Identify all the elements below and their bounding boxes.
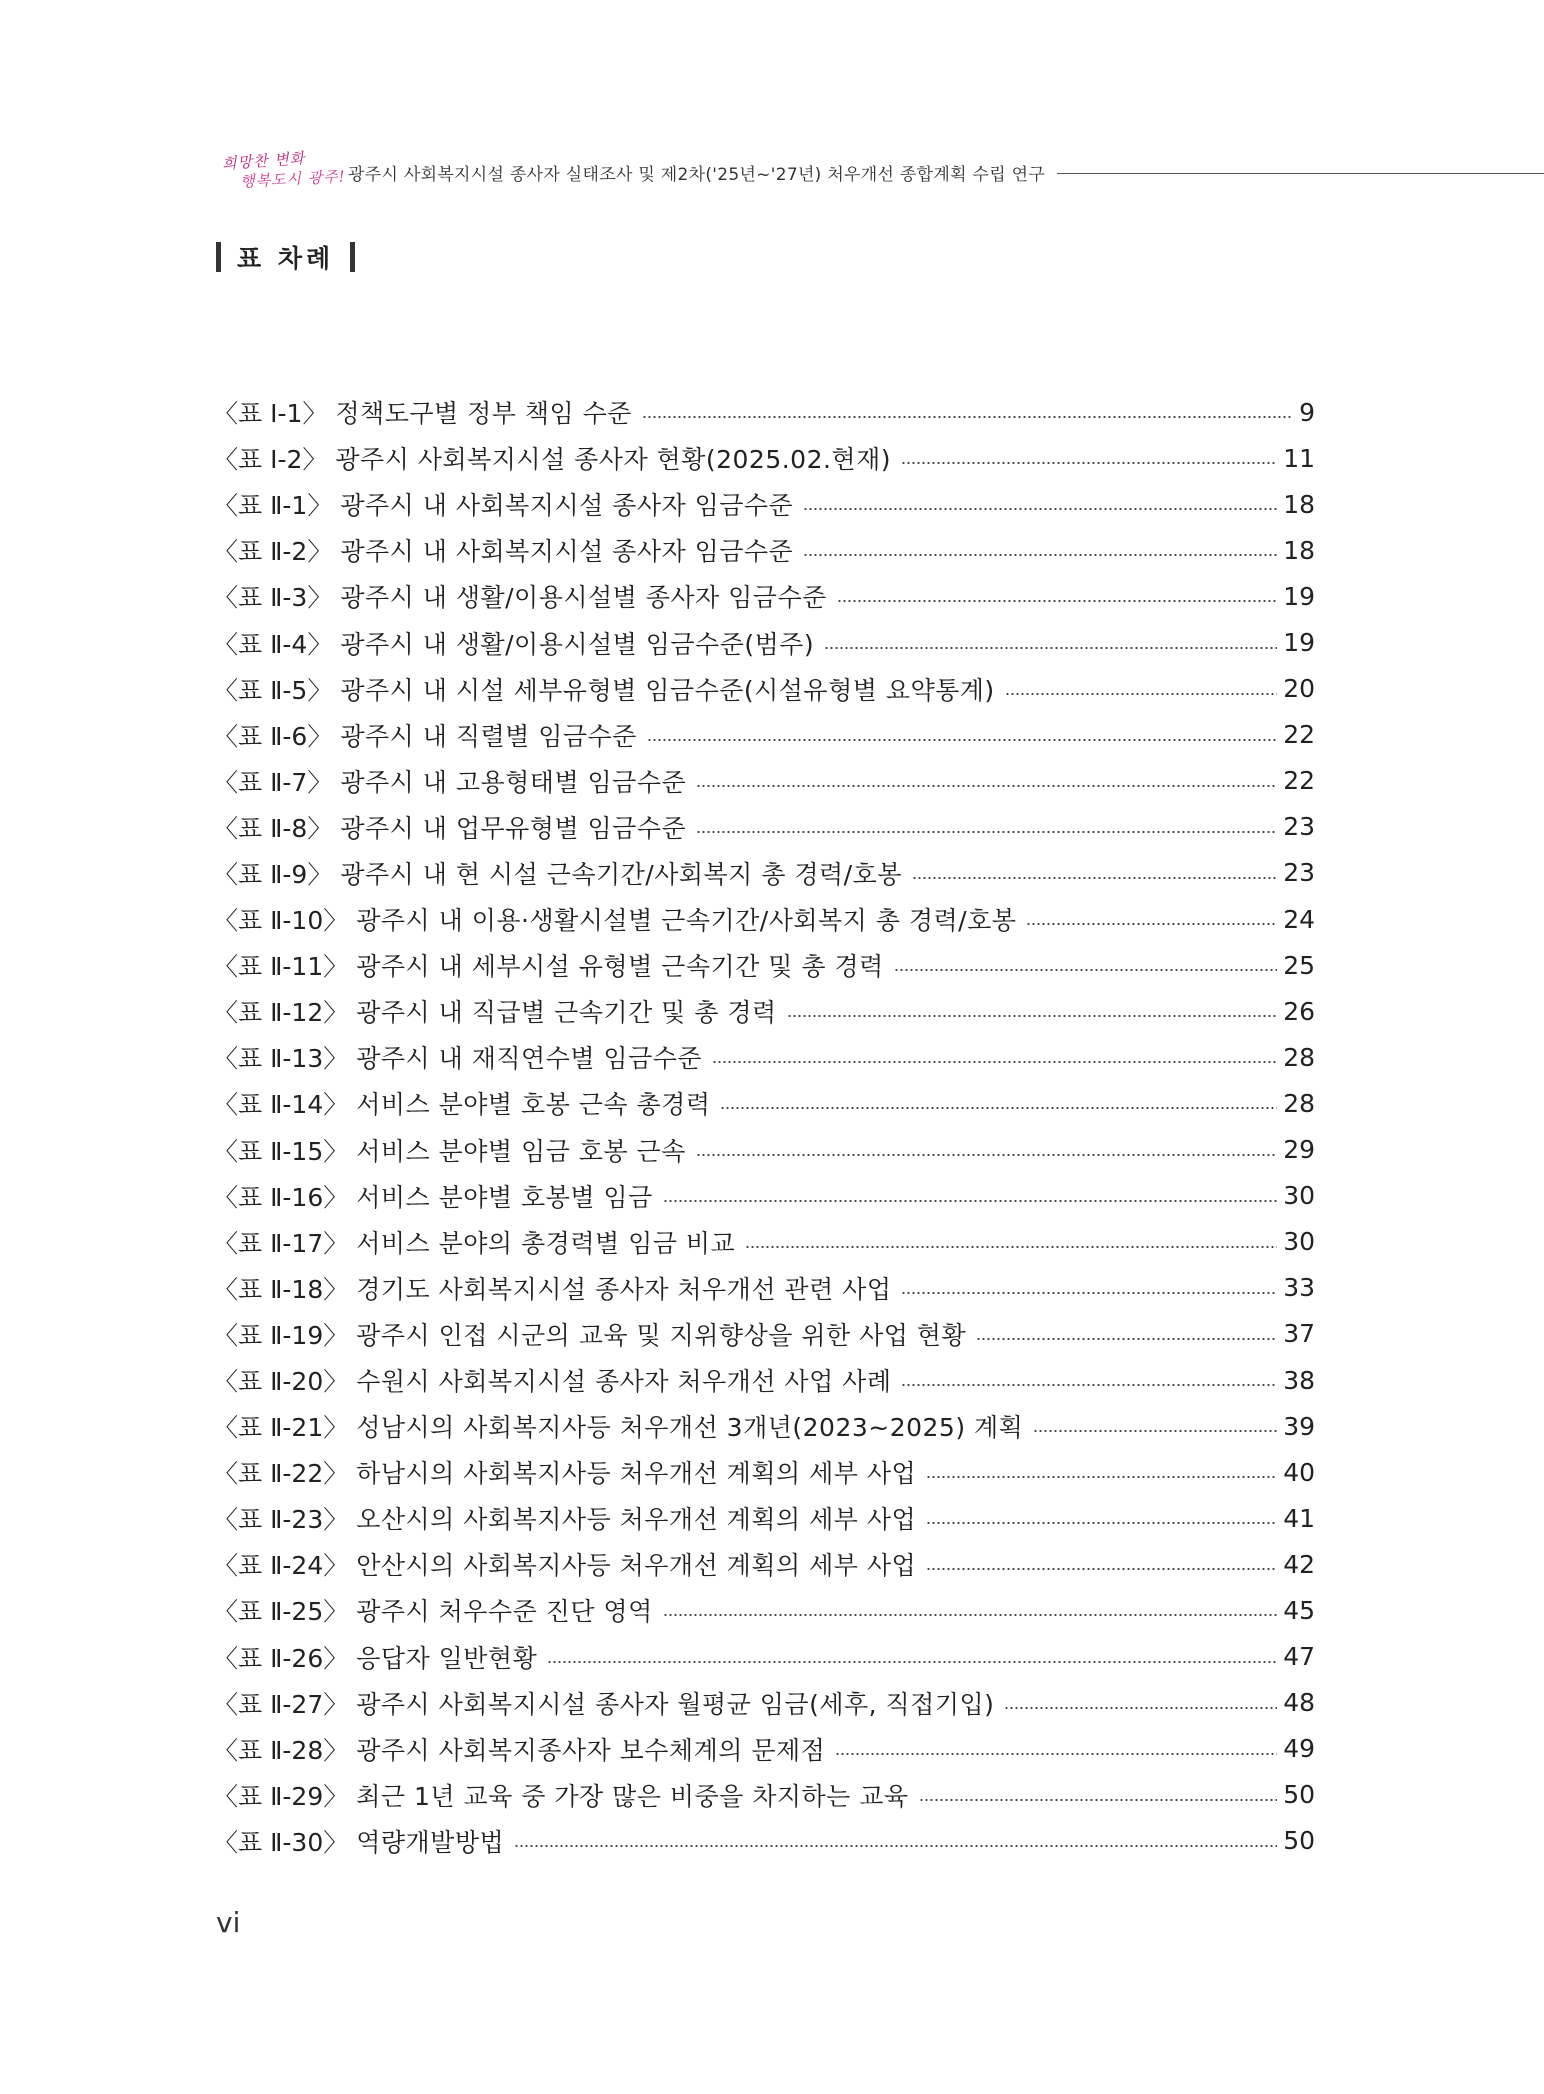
toc-entry-label: 〈표 Ⅱ-13〉 [213,1044,349,1074]
toc-entry[interactable] [213,389,1315,435]
toc-entry-title: 서비스 분야별 임금 호봉 근속 [356,1136,686,1166]
toc-entry[interactable] [213,1634,1315,1680]
toc-entry-title: 서비스 분야의 총경력별 임금 비교 [356,1228,736,1258]
toc-entry-label: 〈표 Ⅱ-16〉 [213,1182,349,1212]
dot-leader [712,1061,1277,1063]
toc-entry-label: 〈표 Ⅱ-5〉 [213,675,333,705]
toc-entry-page: 38 [1283,1365,1315,1395]
toc-entry-title: 성남시의 사회복지사등 처우개선 3개년(2023~2025) 계획 [356,1413,1024,1443]
toc-entry[interactable] [213,1265,1315,1311]
toc-entry-title: 광주시 내 업무유형별 임금수준 [340,813,687,843]
toc-entry[interactable] [213,1449,1315,1495]
dot-leader [720,1107,1277,1109]
toc-entry[interactable] [213,1311,1315,1357]
toc-entry[interactable] [213,1219,1315,1265]
toc-entry-page: 18 [1283,489,1315,519]
toc-entry[interactable] [213,1127,1315,1173]
dot-leader [696,831,1277,833]
toc-entry[interactable] [213,573,1315,619]
dot-leader [1033,1430,1277,1432]
toc-entry-title: 역량개발방법 [356,1827,505,1857]
toc-entry-label: 〈표 Ⅱ-8〉 [213,813,333,843]
toc-entry-page: 30 [1283,1181,1315,1211]
toc-entry-title: 서비스 분야별 호봉별 임금 [356,1182,653,1212]
dot-leader [1005,693,1278,695]
toc-entry-page: 22 [1283,720,1315,750]
toc-entry[interactable] [213,850,1315,896]
toc-entry-title: 광주시 내 시설 세부유형별 임금수준(시설유형별 요약통계) [340,675,995,705]
toc-entry-page: 9 [1299,397,1315,427]
dot-leader [837,600,1277,602]
toc-entry-label: 〈표 Ⅱ-12〉 [213,998,349,1028]
toc-entry-page: 22 [1283,766,1315,796]
toc-entry-title: 광주시 내 직렬별 임금수준 [340,721,637,751]
toc-entry[interactable] [213,804,1315,850]
toc-entry-page: 28 [1283,1088,1315,1118]
slogan-line1: 희망찬 변화 [221,149,306,173]
toc-entry-title: 광주시 내 사회복지시설 종사자 임금수준 [340,491,794,521]
dot-leader [647,739,1277,741]
section-title: 표 차례 [237,244,335,273]
toc-entry-label: 〈표 Ⅱ-1〉 [213,491,333,521]
toc-entry[interactable] [213,1495,1315,1541]
dot-leader [547,1661,1277,1663]
dot-leader [901,462,1277,464]
dot-leader [824,647,1277,649]
toc-entry[interactable] [213,1034,1315,1080]
toc-entry-title: 서비스 분야별 호봉 근속 총경력 [356,1090,711,1120]
toc-entry-page: 29 [1283,1135,1315,1165]
toc-entry[interactable] [213,619,1315,665]
dot-leader [1026,923,1277,925]
toc-entry[interactable] [213,1173,1315,1219]
heading-bar-left [216,242,221,272]
toc-entry-title: 광주시 내 고용형태별 임금수준 [340,767,687,797]
toc-entry[interactable] [213,1680,1315,1726]
toc-entry-page: 25 [1283,950,1315,980]
toc-entry-page: 40 [1283,1457,1315,1487]
toc-entry-title: 광주시 사회복지시설 종사자 현황(2025.02.현재) [335,445,891,475]
toc-entry[interactable] [213,1587,1315,1633]
toc-entry[interactable] [213,1772,1315,1818]
toc-entry-label: 〈표 Ⅱ-7〉 [213,767,333,797]
section-heading [216,240,355,274]
toc-entry-page: 30 [1283,1227,1315,1257]
toc-entry-title: 광주시 내 이용·생활시설별 근속기간/사회복지 총 경력/호봉 [356,906,1017,936]
toc-entry[interactable] [213,1080,1315,1126]
toc-entry-label: 〈표 Ⅱ-19〉 [213,1320,349,1350]
toc-entry-label: 〈표 Ⅱ-11〉 [213,952,349,982]
toc-entry-label: 〈표 Ⅱ-26〉 [213,1643,349,1673]
toc-entry-title: 광주시 내 세부시설 유형별 근속기간 및 총 경력 [356,952,884,982]
toc-entry-label: 〈표 Ⅰ-1〉 [213,399,328,429]
dot-leader [514,1845,1277,1847]
toc-entry-page: 50 [1283,1826,1315,1856]
toc-entry-label: 〈표 Ⅱ-24〉 [213,1551,349,1581]
table-of-tables [213,389,1315,1864]
toc-entry[interactable] [213,527,1315,573]
toc-entry-label: 〈표 Ⅱ-23〉 [213,1505,349,1535]
toc-entry-label: 〈표 Ⅱ-4〉 [213,629,333,659]
toc-entry[interactable] [213,1726,1315,1772]
dot-leader [787,1015,1278,1017]
toc-entry-page: 19 [1283,581,1315,611]
toc-entry-page: 39 [1283,1411,1315,1441]
slogan-logo [221,149,347,194]
dot-leader [835,1753,1277,1755]
toc-entry-title: 광주시 내 생활/이용시설별 임금수준(범주) [340,629,815,659]
toc-entry-label: 〈표 Ⅰ-2〉 [213,445,328,475]
toc-entry-title: 최근 1년 교육 중 가장 많은 비중을 차지하는 교육 [356,1781,909,1811]
toc-entry-page: 50 [1283,1780,1315,1810]
toc-entry-label: 〈표 Ⅱ-17〉 [213,1228,349,1258]
toc-entry-page: 20 [1283,674,1315,704]
slogan-line2: 행복도시 광주! [239,167,347,191]
dot-leader [663,1200,1277,1202]
toc-entry-page: 47 [1283,1642,1315,1672]
heading-bar-right [350,242,355,272]
toc-entry-label: 〈표 Ⅱ-28〉 [213,1735,349,1765]
toc-entry[interactable] [213,666,1315,712]
toc-entry-title: 광주시 사회복지시설 종사자 월평균 임금(세후, 직접기입) [356,1689,995,1719]
toc-entry-title: 오산시의 사회복지사등 처우개선 계획의 세부 사업 [356,1505,917,1535]
toc-entry-title: 안산시의 사회복지사등 처우개선 계획의 세부 사업 [356,1551,917,1581]
toc-entry[interactable] [213,1541,1315,1587]
toc-entry-page: 37 [1283,1319,1315,1349]
toc-entry-title: 광주시 사회복지종사자 보수체계의 문제점 [356,1735,826,1765]
dot-leader [663,1614,1277,1616]
toc-entry-label: 〈표 Ⅱ-14〉 [213,1090,349,1120]
dot-leader [696,1154,1277,1156]
toc-entry-title: 광주시 내 현 시설 근속기간/사회복지 총 경력/호봉 [340,859,902,889]
page-number: vi [216,1906,241,1939]
toc-entry-page: 23 [1283,858,1315,888]
toc-entry-page: 18 [1283,535,1315,565]
toc-entry-title: 정책도구별 정부 책임 수준 [335,399,632,429]
toc-entry-title: 광주시 처우수준 진단 영역 [356,1597,653,1627]
toc-entry-label: 〈표 Ⅱ-3〉 [213,583,333,613]
dot-leader [894,969,1277,971]
toc-entry-label: 〈표 Ⅱ-30〉 [213,1827,349,1857]
toc-entry-page: 45 [1283,1595,1315,1625]
toc-entry-title: 수원시 사회복지시설 종사자 처우개선 사업 사례 [356,1367,892,1397]
toc-entry-label: 〈표 Ⅱ-18〉 [213,1274,349,1304]
toc-entry-page: 28 [1283,1042,1315,1072]
toc-entry-title: 광주시 인접 시군의 교육 및 지위향상을 위한 사업 현황 [356,1320,967,1350]
toc-entry-label: 〈표 Ⅱ-9〉 [213,859,333,889]
dot-leader [642,416,1293,418]
toc-entry[interactable] [213,896,1315,942]
toc-entry[interactable] [213,1403,1315,1449]
toc-entry-label: 〈표 Ⅱ-2〉 [213,537,333,567]
running-header-title: 광주시 사회복지시설 종사자 실태조사 및 제2차('25년~'27년) 처우개선 종합계획 수립 연구 [348,164,1046,185]
toc-entry-page: 41 [1283,1503,1315,1533]
dot-leader [696,785,1277,787]
toc-entry-page: 23 [1283,812,1315,842]
toc-entry-page: 49 [1283,1734,1315,1764]
toc-entry[interactable] [213,988,1315,1034]
dot-leader [926,1476,1277,1478]
toc-entry-label: 〈표 Ⅱ-20〉 [213,1367,349,1397]
toc-entry[interactable] [213,712,1315,758]
toc-entry-label: 〈표 Ⅱ-10〉 [213,906,349,936]
header-rule [1057,173,1544,174]
toc-entry-page: 26 [1283,996,1315,1026]
page-header [221,149,1544,192]
toc-entry[interactable] [213,1818,1315,1864]
toc-entry-page: 33 [1283,1273,1315,1303]
toc-entry[interactable] [213,942,1315,988]
toc-entry-page: 24 [1283,904,1315,934]
dot-leader [976,1338,1277,1340]
toc-entry-page: 19 [1283,628,1315,658]
dot-leader [803,508,1277,510]
dot-leader [1004,1707,1277,1709]
toc-entry-title: 응답자 일반현황 [356,1643,538,1673]
toc-entry-label: 〈표 Ⅱ-22〉 [213,1459,349,1489]
toc-entry-title: 광주시 내 직급별 근속기간 및 총 경력 [356,998,777,1028]
toc-entry[interactable] [213,1357,1315,1403]
toc-entry-label: 〈표 Ⅱ-21〉 [213,1413,349,1443]
toc-entry-label: 〈표 Ⅱ-25〉 [213,1597,349,1627]
toc-entry-title: 하남시의 사회복지사등 처우개선 계획의 세부 사업 [356,1459,917,1489]
toc-entry-title: 경기도 사회복지시설 종사자 처우개선 관련 사업 [356,1274,892,1304]
dot-leader [803,554,1277,556]
dot-leader [919,1799,1278,1801]
toc-entry-page: 11 [1283,443,1315,473]
toc-entry-title: 광주시 내 재직연수별 임금수준 [356,1044,703,1074]
toc-entry-label: 〈표 Ⅱ-27〉 [213,1689,349,1719]
dot-leader [901,1384,1277,1386]
dot-leader [926,1568,1277,1570]
toc-entry-label: 〈표 Ⅱ-15〉 [213,1136,349,1166]
toc-entry-page: 48 [1283,1688,1315,1718]
toc-entry[interactable] [213,481,1315,527]
toc-entry[interactable] [213,758,1315,804]
toc-entry-label: 〈표 Ⅱ-29〉 [213,1781,349,1811]
dot-leader [745,1246,1277,1248]
toc-entry-label: 〈표 Ⅱ-6〉 [213,721,333,751]
toc-entry-title: 광주시 내 생활/이용시설별 종사자 임금수준 [340,583,827,613]
toc-entry[interactable] [213,435,1315,481]
dot-leader [912,877,1277,879]
toc-entry-title: 광주시 내 사회복지시설 종사자 임금수준 [340,537,794,567]
toc-entry-page: 42 [1283,1549,1315,1579]
dot-leader [926,1522,1277,1524]
dot-leader [901,1292,1277,1294]
